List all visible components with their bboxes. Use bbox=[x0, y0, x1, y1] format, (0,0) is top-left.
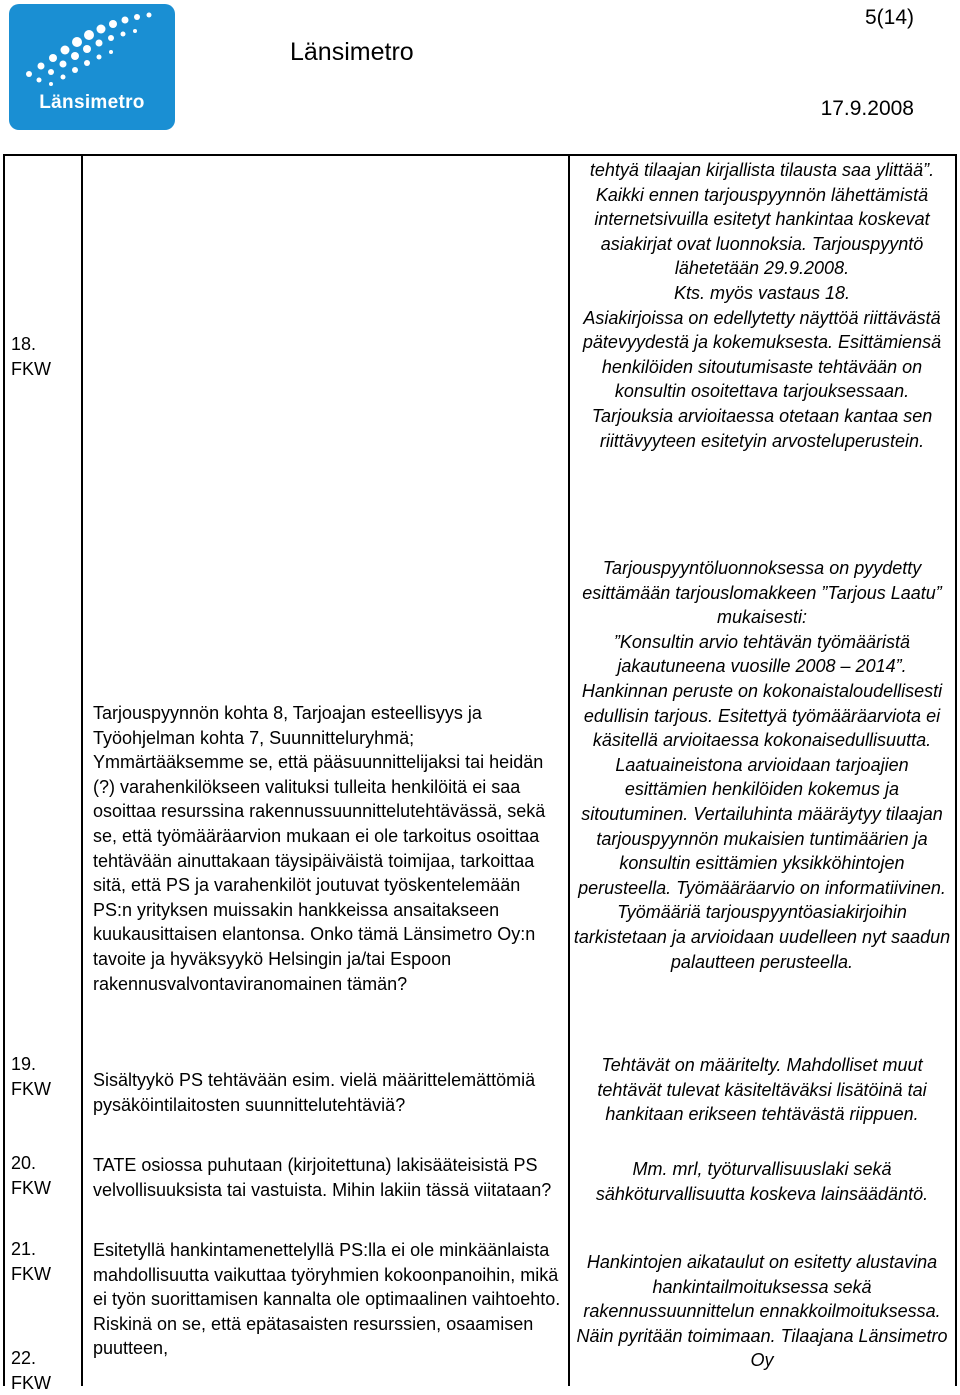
row-19-number: 19. FKW bbox=[11, 1054, 51, 1099]
row-22-answer: Hankintojen aikataulut on esitetty alustavina hankintailmoituksessa sekä rakennussuunnittelun ennakkoilmoituksessa. Näin pyritään toimimaan. Tilaajana Länsimetro Oy bbox=[576, 1252, 948, 1371]
row-19-answer-b: ”Konsultin arvio tehtävän työmääristä jakautuneena vuosille 2008 – 2014”. bbox=[613, 631, 911, 677]
row-18-answer-ref: Kts. myös vastaus 18. bbox=[673, 282, 851, 303]
table-left-border bbox=[3, 154, 5, 1386]
row-21-answer: Mm. mrl, työturvallisuuslaki sekä sähköturvallisuutta koskeva lainsäädäntö. bbox=[595, 1159, 929, 1204]
row-18-answer bbox=[572, 158, 952, 453]
row-18-answer-rest: Esittämiensä henkilöiden sitoutumisaste tehtävään on konsultin osoitettava tarjouksessaan. Tarjouksia arvioitaessa otetaan kantaa sen riittävyyteen esitetyin arvosteluperustein. bbox=[591, 332, 942, 451]
page-number: 5(14) bbox=[864, 6, 914, 29]
row-20-question: Sisältyykö PS tehtävään esim. vielä määrittelemättömiä pysäköintilaitosten suunnittelutehtäviä? bbox=[93, 1070, 536, 1115]
row-19-answer bbox=[572, 556, 952, 974]
row-22-question: Esitetyllä hankintamenettelyllä PS:lla ei ole minkäänlaista mahdollisuutta vaikuttaa työryhmien kokoonpanoihin, mikä ei työn suorittamisen kannalta ole optimaalinen vaihtoehto. Riskinä on se, että epätasaisten resurssien, osaamisen puutteen, bbox=[93, 1240, 561, 1359]
column-divider-1 bbox=[81, 154, 83, 1386]
document-date: 17.9.2008 bbox=[820, 97, 914, 120]
column-divider-2 bbox=[568, 154, 570, 1386]
row-20-number: 20. FKW bbox=[11, 1153, 51, 1198]
row-22-number: 22. FKW bbox=[11, 1348, 51, 1393]
table-right-border bbox=[955, 154, 957, 1386]
row-21-number: 21. FKW bbox=[11, 1239, 51, 1284]
row-21-question: TATE osiossa puhutaan (kirjoitettuna) lakisääteisistä PS velvollisuuksista tai vastuista. Mihin lakiin tässä viitataan? bbox=[93, 1155, 552, 1200]
table-top-border bbox=[3, 154, 956, 156]
lansimetro-logo bbox=[9, 4, 175, 130]
row-19-answer-a: Tarjouspyyntöluonnoksessa on pyydetty esittämään tarjouslomakkeen ”Tarjous Laatu” mukaisesti: bbox=[582, 558, 942, 628]
header-title: Länsimetro bbox=[290, 38, 414, 66]
row-18-answer-italic: Asiakirjoissa on edellytetty näyttöä riittävästä pätevyydestä ja kokemuksesta. bbox=[582, 307, 941, 353]
logo-wordmark: Länsimetro bbox=[39, 92, 145, 113]
row-18-answer-top: tehtyä tilaajan kirjallista tilausta saa ylittää”. Kaikki ennen tarjouspyynnön lähettämistä internetsivuilla esitetyt hankintaa koskevat asiakirjat ovat luonnoksia. Tarjouspyyntö lähetetään 29.9.2008. bbox=[589, 160, 935, 279]
row-18-number: 18. FKW bbox=[11, 334, 51, 379]
row-19-question: Tarjouspyynnön kohta 8, Tarjoajan esteellisyys ja Työohjelman kohta 7, Suunnitteluryhmä; Ymmärtääksemme se, että pääsuunnittelijaksi tai heidän (?) varahenkilökseen valituksi tulleita henkilöitä ei saa osoittaa resurssina rakennussuunnittelutehtävässä, sekä se, että työmääräarvion mukaan ei ole tarkoitus osoittaa tehtävään ainuttakaan täysipäiväistä toimijaa, tarkoittaa sitä, että PS ja varahenkilöt joutuvat työskentelemään PS:n yrityksen muissakin hankkeissa ansaitakseen kuukausittaisen elantonsa. Onko tämä Länsimetro Oy:n tavoite ja hyväksyykö Helsingin ja/tai Espoon rakennusvalvontaviranomainen tämän? bbox=[93, 703, 546, 994]
row-20-answer: Tehtävät on määritelty. Mahdolliset muut tehtävät tulevat käsiteltäväksi lisätöinä tai hankitaan erikseen tehtävästä riippuen. bbox=[597, 1055, 927, 1125]
row-19-answer-c: Hankinnan peruste on kokonaistaloudellisesti edullisin tarjous. Esitettyä työmääräarviota ei käsitellä arvioitaessa kokonaisedullisuutta. Laatuaineistona arvioidaan tarjoajien esittämien henkilöiden kokemus ja sitoutuminen. Vertailuhinta määräytyy tilaajan tarjouspyynnön mukaisien tuntimäärien ja konsultin esittämien yksikköhintojen perusteella. Työmääräarvio on informatiivinen. Työmääriä tarjouspyyntöasiakirjoihin tarkistetaan ja arvioidaan uudelleen nyt saadun palautteen perusteella. bbox=[573, 680, 951, 972]
